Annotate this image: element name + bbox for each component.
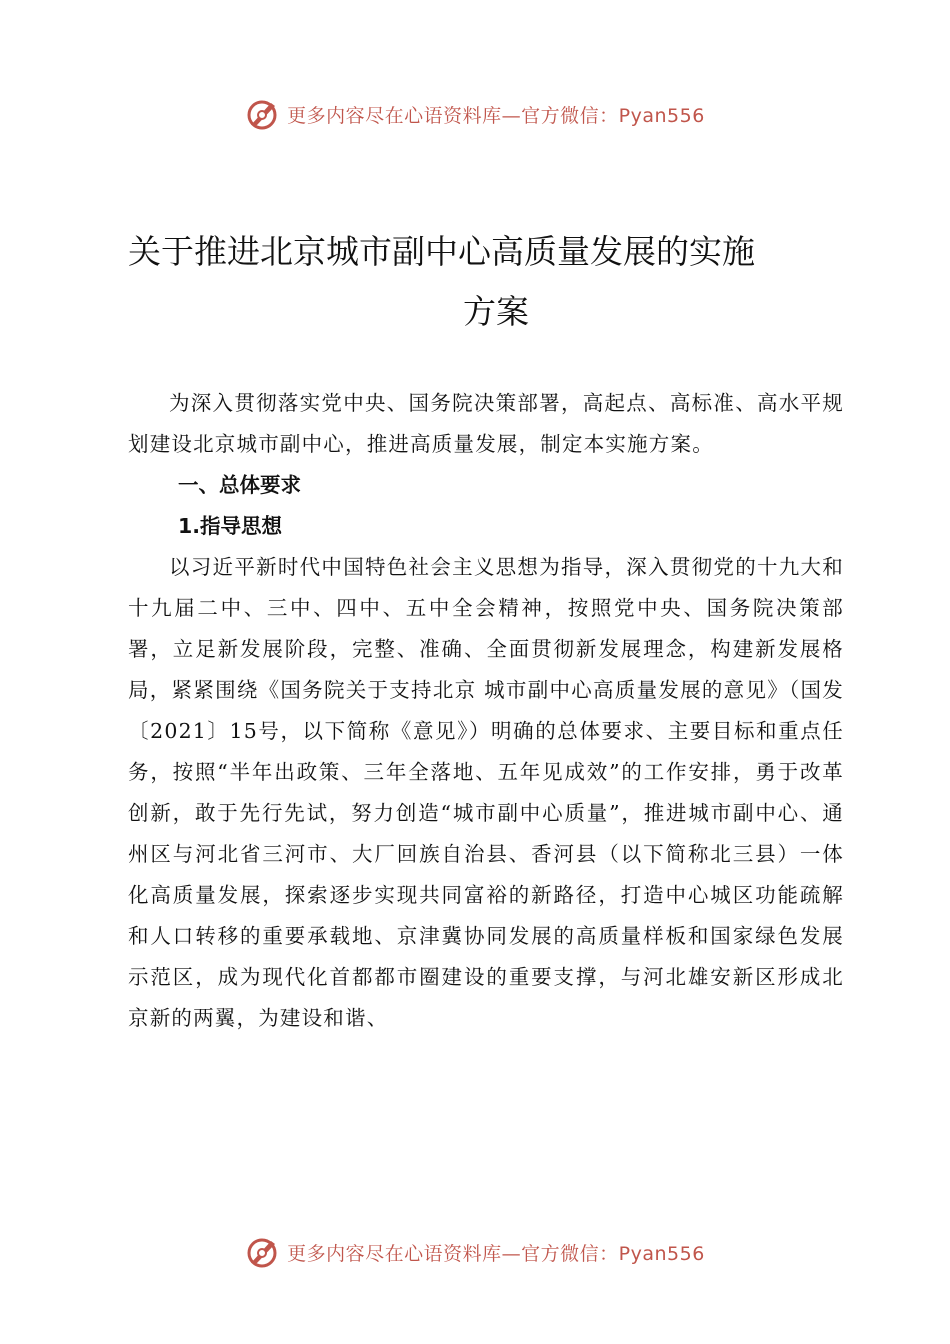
footer-banner — [0, 1230, 950, 1274]
title-line-1: 关于推进北京城市副中心高质量发展的实施 — [128, 232, 755, 271]
subsection-heading: 1.指导思想 — [178, 514, 283, 538]
banner-text: 更多内容尽在心语资料库—官方微信：Pyan556 — [287, 1242, 705, 1265]
section-heading: 一、总体要求 — [178, 473, 301, 497]
intro-paragraph: 为深入贯彻落实党中央、国务院决策部署，高起点、高标准、高水平规划建设北京城市副中心，推进高质量发展，制定本实施方案。 — [128, 391, 844, 456]
quill-seal-icon — [245, 97, 279, 131]
quill-seal-icon — [245, 1235, 279, 1269]
banner-text: 更多内容尽在心语资料库—官方微信：Pyan556 — [287, 104, 705, 127]
guiding-ideology-paragraph: 以习近平新时代中国特色社会主义思想为指导，深入贯彻党的十九大和十九届二中、三中、四中、五中全会精神，按照党中央、国务院决策部署，立足新发展阶段，完整、准确、全面贯彻新发展理念，构建新发展格局，紧紧围绕《国务院关于支持北京 城市副中心高质量发展的意见》（国发〔2021〕15号，以下简称《意见》）明确的总体要求、主要目标和重点任务，按照“半年出政策、三年全落地、五年见成效”的工作安排，勇于改革创新，敢于先行先试，努力创造“城市副中心质量”，推进城市副中心、通州区与河北省三河市、大厂回族自治县、香河县（以下简称北三县）一体化高质量发展，探索逐步实现共同富裕的新路径，打造中心城区功能疏解和人口转移的重要承载地、京津冀协同发展的高质量样板和国家绿色发展示范区，成为现代化首都都市圈建设的重要支撑，与河北雄安新区形成北京新的两翼，为建设和谐、 — [128, 555, 844, 1030]
title-line-2: 方案 — [463, 292, 529, 331]
document-title — [128, 222, 828, 342]
header-banner — [0, 92, 950, 136]
document-body — [128, 383, 844, 1039]
